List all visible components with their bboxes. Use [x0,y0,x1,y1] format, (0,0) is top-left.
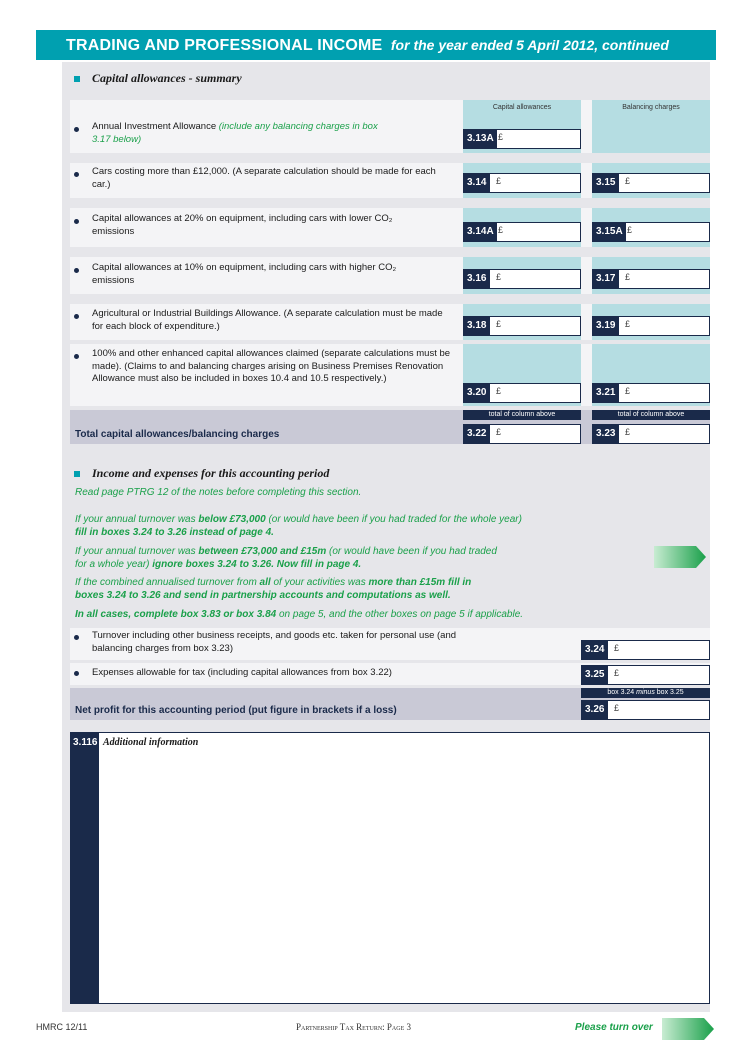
arrow-right-icon [654,546,706,568]
income-section-title: Income and expenses for this accounting period [74,466,329,481]
row-cars-text: Cars costing more than £12,000. (A separate calculation should be made for each car.) [92,166,436,190]
bullet-icon [74,314,79,319]
row-10-percent-text: Capital allowances at 10% on equipment, including cars with higher CO₂ emissions [92,262,397,286]
bullet-icon [74,127,79,132]
additional-information-strip [71,733,99,1003]
expenses-text: Expenses allowable for tax (including capital allowances from box 3.22) [92,667,392,678]
balancing-column-header: Balancing charges [622,104,680,111]
total-column-head: total of column above [463,410,581,420]
row-separator [70,198,710,208]
footer-form-code: HMRC 12/11 [36,1022,88,1032]
page-subtitle: for the year ended 5 April 2012, continued [390,37,669,53]
box-3-17[interactable]: 3.17 £ [592,269,710,289]
read-notes-instruction: Read page PTRG 12 of the notes before completing this section. [75,487,362,498]
row-separator [70,153,710,163]
bullet-icon [74,354,79,359]
box-3-25[interactable]: 3.25 £ [581,665,710,685]
box-3-20[interactable]: 3.20 £ [463,383,581,403]
additional-information-number: 3.116 [73,737,98,748]
arrow-right-icon [662,1018,714,1040]
additional-information-label: Additional information [103,737,199,748]
bullet-icon [74,635,79,640]
total-capital-label: Total capital allowances/balancing charges [75,429,280,440]
box-3-15[interactable]: 3.15 £ [592,173,710,193]
please-turn-over-label: Please turn over [575,1022,653,1033]
row-agricultural-text: Agricultural or Industrial Buildings Allowance. (A separate calculation must be made for each block of expenditure.) [92,308,443,332]
box-3-24[interactable]: 3.24 £ [581,640,710,660]
total-column-head: total of column above [592,410,710,420]
box-3-14[interactable]: 3.14 £ [463,173,581,193]
capital-column-header: Capital allowances [492,104,552,111]
box-3-19[interactable]: 3.19 £ [592,316,710,336]
square-bullet-icon [74,471,80,477]
box-3-22[interactable]: 3.22 £ [463,424,581,444]
footer-page-label: Partnership Tax Return: Page 3 [296,1022,411,1032]
row-separator [70,247,710,257]
turnover-text: Turnover including other business receipts, and goods etc. taken for personal use (and balancing charges from box 3.23) [92,630,457,654]
page-title: TRADING AND PROFESSIONAL INCOME [66,37,383,54]
capital-section-title: Capital allowances - summary [74,71,242,86]
turnover-below-note: If your annual turnover was below £73,000 (or would have been if you had traded for the whole year) fill in boxes 3.24 to 3.26 instead of page 4. [75,514,522,538]
square-bullet-icon [74,76,80,82]
turnover-above-note: If the combined annualised turnover from all of your activities was more than £15m fill in boxes 3.24 to 3.26 and send in partnership accounts and computations as well. [75,577,472,601]
row-20-percent-text: Capital allowances at 20% on equipment, including cars with lower CO₂ emissions [92,213,393,237]
box-3-13a[interactable]: 3.13A £ [463,129,581,149]
bullet-icon [74,172,79,177]
net-profit-column-head: box 3.24 minus box 3.25 [581,688,710,698]
bullet-icon [74,219,79,224]
box-3-26[interactable]: 3.26 £ [581,700,710,720]
box-3-23[interactable]: 3.23 £ [592,424,710,444]
all-cases-note: In all cases, complete box 3.83 or box 3.84 on page 5, and the other boxes on page 5 if applicable. [75,609,524,620]
row-annual-investment-text: Annual Investment Allowance (include any balancing charges in box 3.17 below) [92,121,378,145]
box-3-21[interactable]: 3.21 £ [592,383,710,403]
row-enhanced-text: 100% and other enhanced capital allowances claimed (separate calculations must be made). (Claims to and balancing charges arising on Business Premises Renovation Allowance must also be included in boxes 10.4 and 10.5 respectively.) [92,348,451,384]
row-separator [70,294,710,304]
box-3-15a[interactable]: 3.15A £ [592,222,710,242]
page-header [36,30,716,60]
additional-information-box[interactable] [70,732,710,1004]
box-3-18[interactable]: 3.18 £ [463,316,581,336]
bullet-icon [74,268,79,273]
bullet-icon [74,671,79,676]
box-3-14a[interactable]: 3.14A £ [463,222,581,242]
net-profit-label: Net profit for this accounting period (put figure in brackets if a loss) [75,705,397,716]
box-3-16[interactable]: 3.16 £ [463,269,581,289]
row-separator [70,340,710,344]
turnover-between-note: If your annual turnover was between £73,000 and £15m (or would have been if you had traded for a whole year) ignore boxes 3.24 to 3.26. Now fill in page 4. [75,546,497,570]
